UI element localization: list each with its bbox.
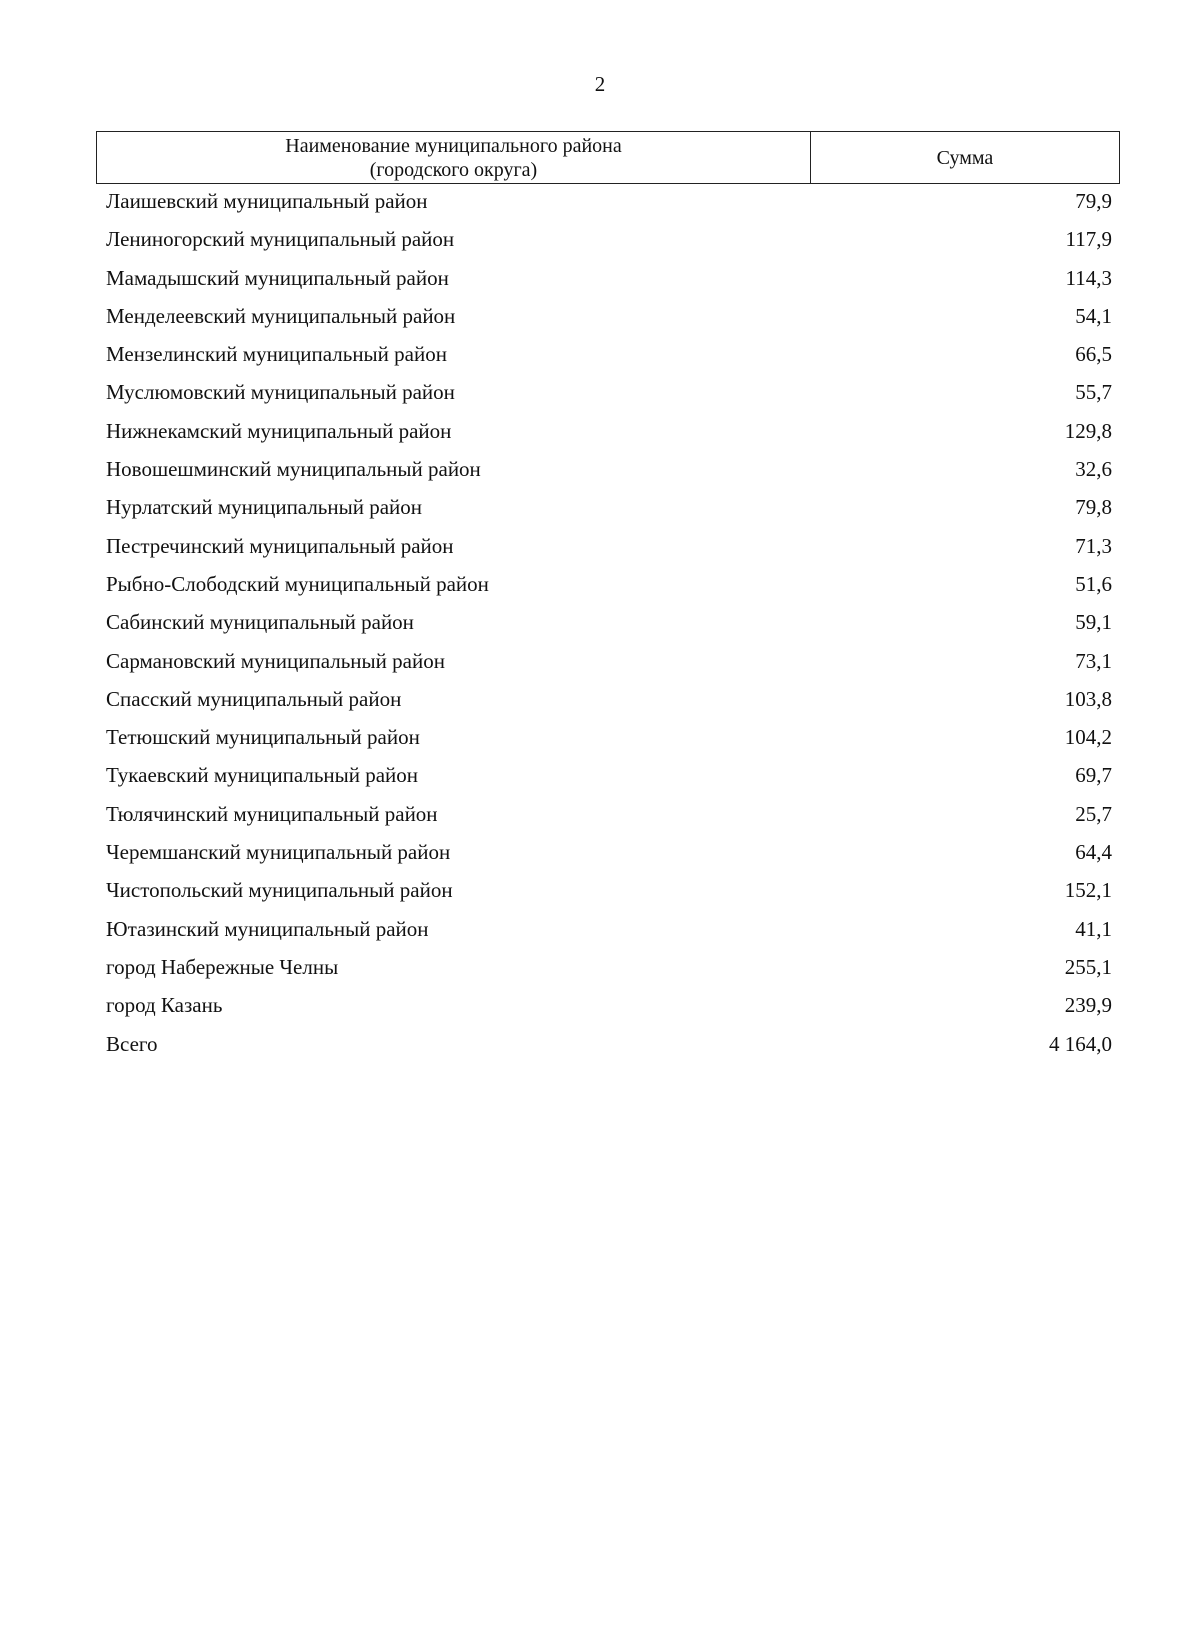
table-row-total xyxy=(106,1030,1112,1068)
row-name: город Казань xyxy=(106,993,223,1018)
table-row xyxy=(106,570,1112,608)
table-row xyxy=(106,493,1112,531)
table-row xyxy=(106,761,1112,799)
table-row xyxy=(106,225,1112,263)
table-row xyxy=(106,455,1112,493)
row-value: 79,9 xyxy=(1075,189,1112,213)
row-name: Менделеевский муниципальный район xyxy=(106,303,456,328)
row-value: 104,2 xyxy=(1064,725,1112,750)
row-name: Сармановский муниципальный район xyxy=(106,648,445,673)
row-name: Муслюмовский муниципальный район xyxy=(106,380,455,405)
row-name: Тетюшский муниципальный район xyxy=(106,725,420,750)
row-name: Нурлатский муниципальный район xyxy=(106,495,423,520)
row-name: Новошешминский муниципальный район xyxy=(106,457,481,482)
row-name: Тукаевский муниципальный район xyxy=(106,763,419,788)
table-row xyxy=(106,915,1112,953)
table-row xyxy=(106,838,1112,876)
table-row xyxy=(106,264,1112,302)
row-value: 32,6 xyxy=(1075,457,1112,482)
table-body xyxy=(106,187,1112,1068)
table-row xyxy=(106,608,1112,646)
table-row xyxy=(106,532,1112,570)
table-row xyxy=(106,876,1112,914)
table-header xyxy=(96,131,1120,184)
row-value: 239,9 xyxy=(1064,993,1112,1018)
header-name-line2: (городского округа) xyxy=(369,159,538,181)
header-name-cell xyxy=(97,132,811,183)
row-value: 41,1 xyxy=(1075,916,1112,941)
table-row xyxy=(106,417,1112,455)
row-value: 51,6 xyxy=(1075,571,1112,596)
table-row xyxy=(106,991,1112,1029)
row-name: Рыбно-Слободский муниципальный район xyxy=(106,571,489,596)
row-value: 54,1 xyxy=(1075,303,1112,328)
row-name: город Набережные Челны xyxy=(106,954,339,979)
row-value: 79,8 xyxy=(1075,495,1112,520)
row-value: 25,7 xyxy=(1075,801,1112,826)
row-value: 73,1 xyxy=(1075,648,1112,673)
row-value: 64,4 xyxy=(1075,840,1112,865)
row-value: 4 164,0 xyxy=(1049,1031,1112,1056)
row-name: Лаишевский муниципальный район xyxy=(106,189,428,213)
row-value: 69,7 xyxy=(1075,763,1112,788)
page-number: 2 xyxy=(594,72,606,96)
table-row xyxy=(106,302,1112,340)
row-value: 114,3 xyxy=(1065,265,1112,290)
row-name: Спасский муниципальный район xyxy=(106,686,402,711)
row-value: 71,3 xyxy=(1075,533,1112,558)
row-value: 255,1 xyxy=(1064,954,1112,979)
row-name: Ютазинский муниципальный район xyxy=(106,916,429,941)
table-row xyxy=(106,647,1112,685)
table-row xyxy=(106,723,1112,761)
row-value: 129,8 xyxy=(1064,418,1112,443)
row-name: Всего xyxy=(106,1031,158,1056)
table-row xyxy=(106,953,1112,991)
row-value: 103,8 xyxy=(1064,686,1112,711)
table-row xyxy=(106,340,1112,378)
row-name: Мамадышский муниципальный район xyxy=(106,265,449,290)
header-name-line1: Наименование муниципального района xyxy=(285,135,622,157)
row-name: Тюлячинский муниципальный район xyxy=(106,801,438,826)
row-name: Мензелинский муниципальный район xyxy=(106,342,447,367)
row-value: 55,7 xyxy=(1075,380,1112,405)
table-row xyxy=(106,378,1112,416)
table-row xyxy=(106,685,1112,723)
row-name: Лениногорский муниципальный район xyxy=(106,227,455,252)
row-name: Чистопольский муниципальный район xyxy=(106,878,453,903)
row-value: 117,9 xyxy=(1065,227,1112,252)
table-row xyxy=(106,800,1112,838)
row-name: Черемшанский муниципальный район xyxy=(106,840,451,865)
row-value: 152,1 xyxy=(1064,878,1112,903)
row-name: Пестречинский муниципальный район xyxy=(106,533,454,558)
row-name: Сабинский муниципальный район xyxy=(106,610,414,635)
row-value: 59,1 xyxy=(1075,610,1112,635)
header-sum-cell: Сумма xyxy=(936,147,994,169)
table-row xyxy=(106,187,1112,225)
row-name: Нижнекамский муниципальный район xyxy=(106,418,452,443)
row-value: 66,5 xyxy=(1075,342,1112,367)
